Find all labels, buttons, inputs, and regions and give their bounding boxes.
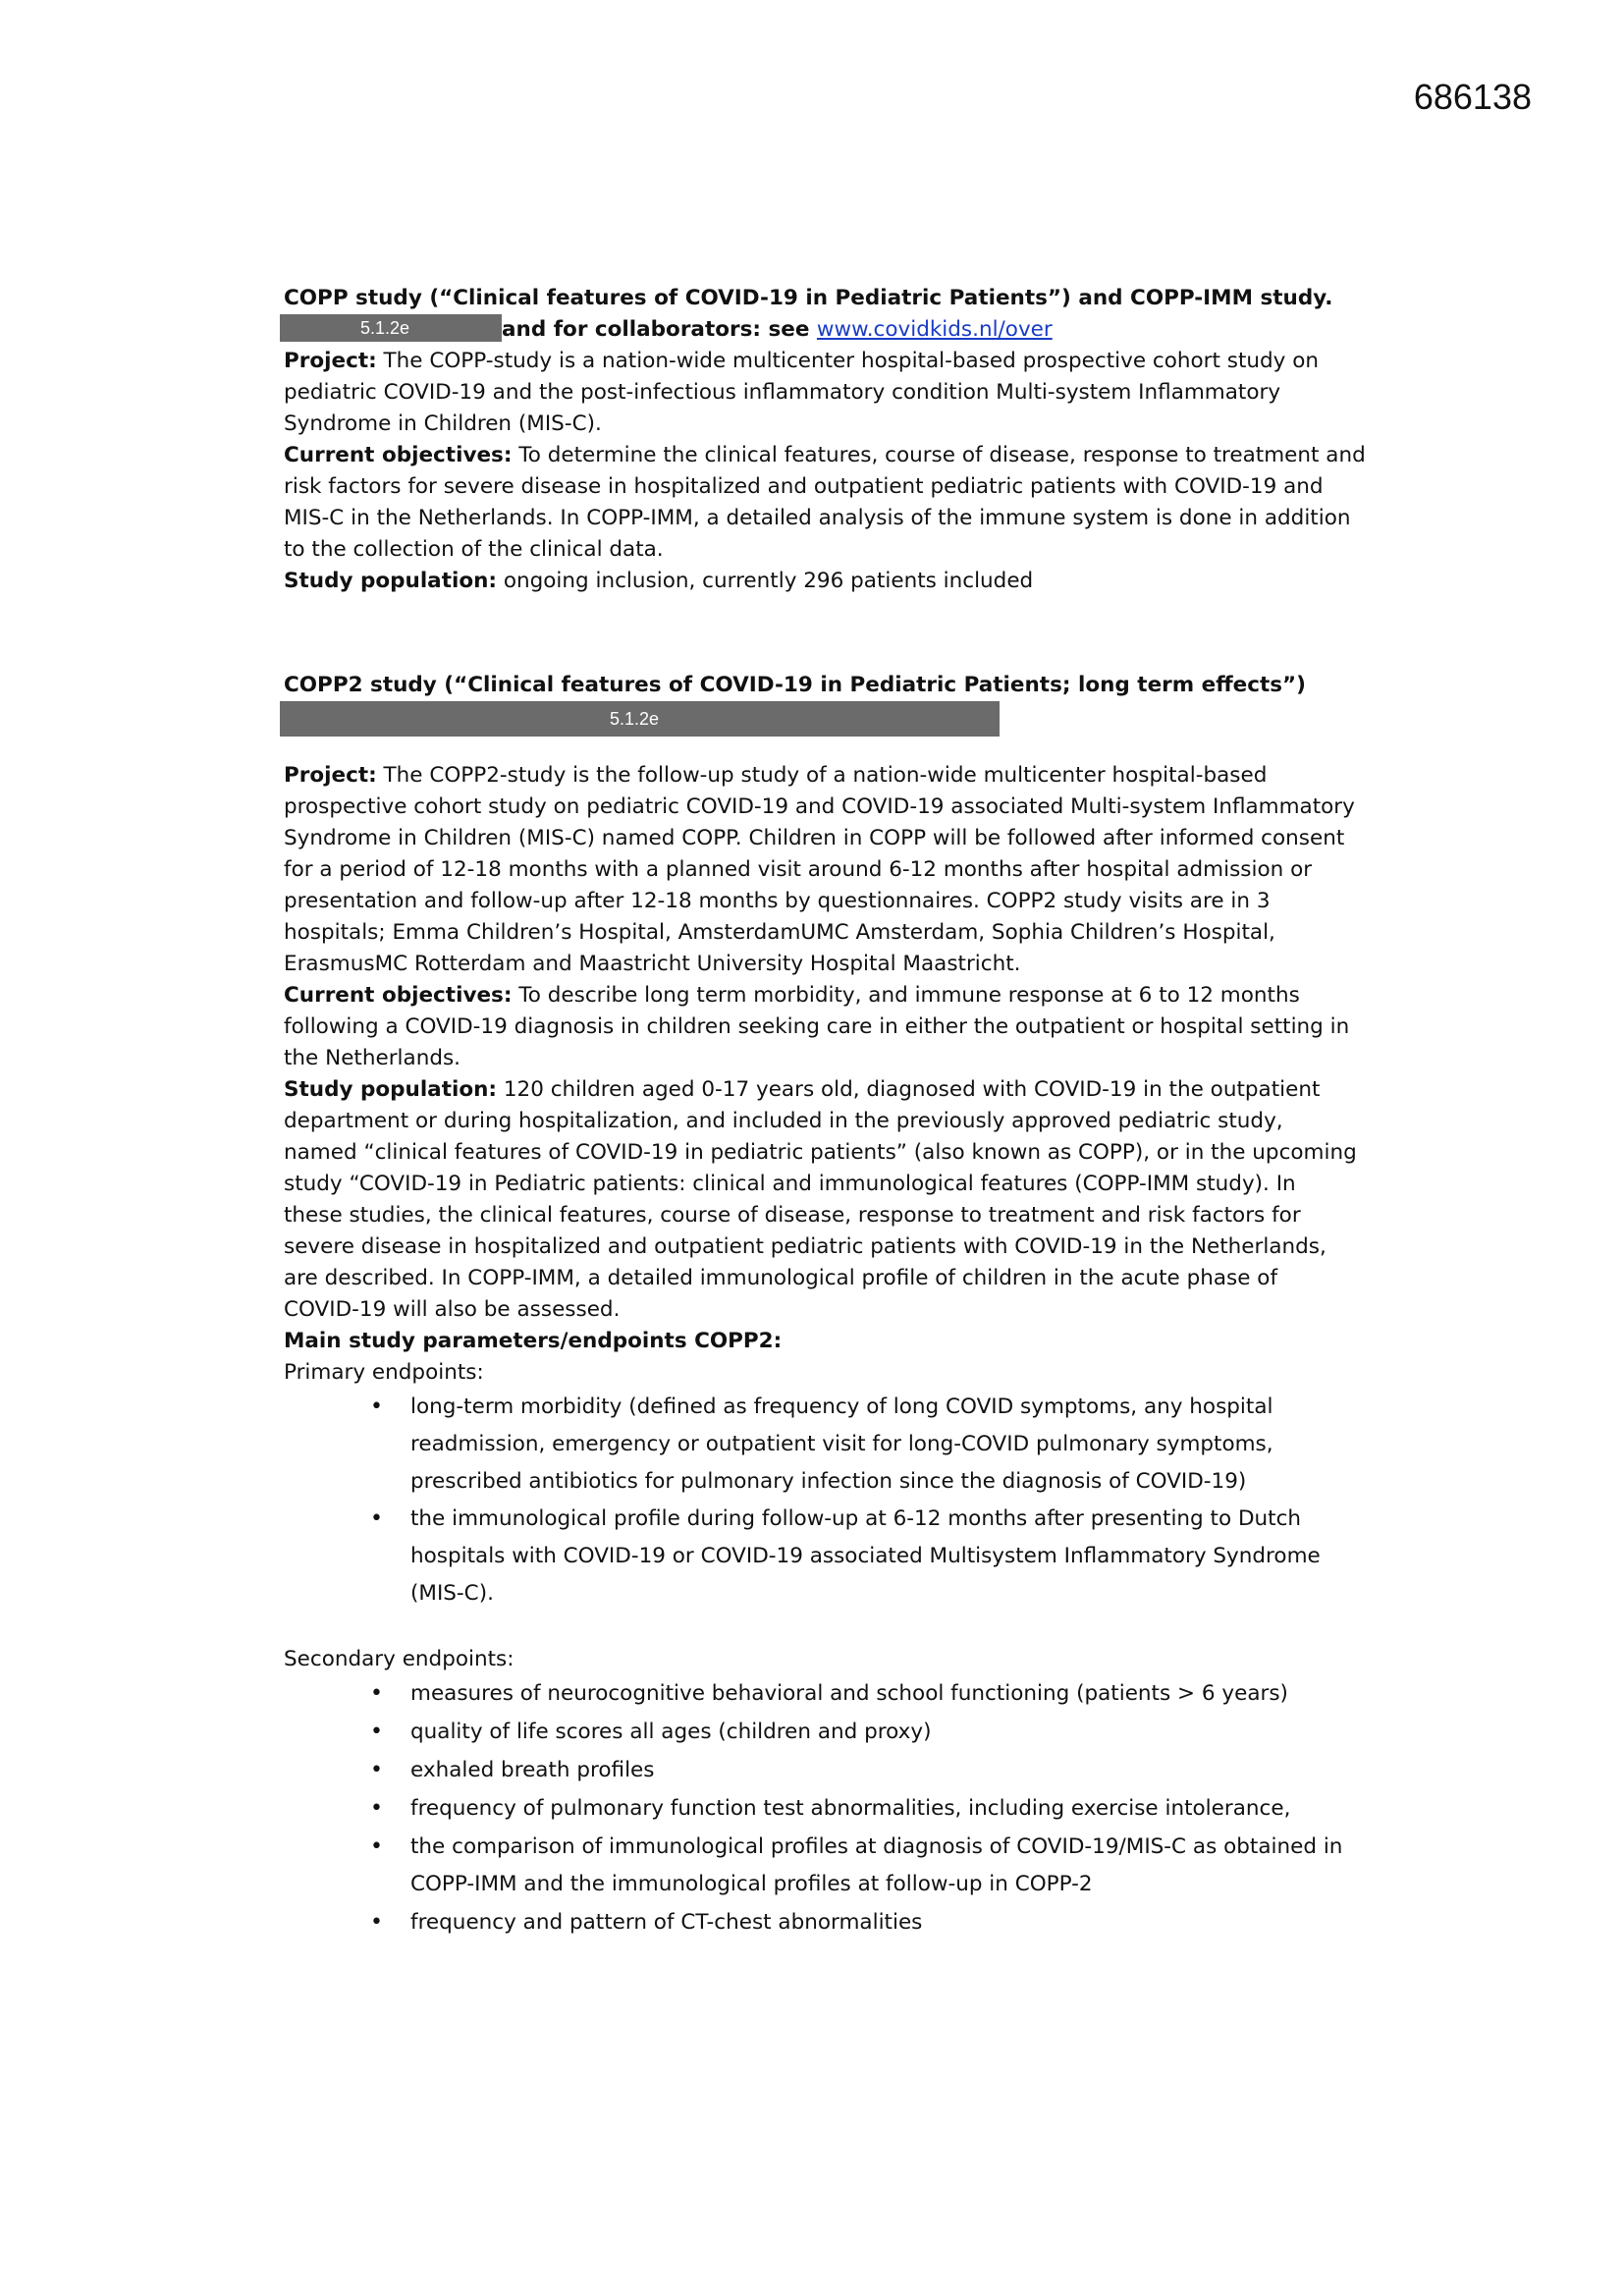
secondary-endpoints-list [284, 1675, 1364, 1941]
copp-project: Project: The COPP-study is a nation-wide multicenter hospital-based prospective cohort study on pediatric COVID-19 and the post-infectious inflammatory condition Multi-system Inflammatory Syndrome in Children (MIS-C). [284, 349, 1319, 436]
copp-population: Study population: ongoing inclusion, currently 296 patients included [284, 569, 1034, 593]
list-item: • the immunological profile during follow-up at 6-12 months after presenting to Dutch hospitals with COVID-19 or COVID-19 associated Multisystem Inflammatory Syndrome (MIS-C). [370, 1501, 1364, 1613]
redaction-box: 5.1.2e [280, 701, 1000, 737]
copp2-objectives: Current objectives: To describe long term morbidity, and immune response at 6 to 12 months following a COVID-19 diagnosis in children seeking care in either the outpatient or hospital setting in the Netherlands. [284, 983, 1350, 1070]
copp2-redaction-line [284, 701, 1364, 737]
list-item: • quality of life scores all ages (children and proxy) [370, 1714, 1364, 1751]
collab-text: and for collaborators: see [502, 317, 817, 342]
copp-collaborators-line [284, 314, 1364, 346]
copp2-title: COPP2 study (“Clinical features of COVID-19 in Pediatric Patients; long term effects”) [284, 673, 1306, 697]
document-body [284, 283, 1364, 1942]
copp-objectives: Current objectives: To determine the clinical features, course of disease, response to treatment and risk factors for severe disease in hospitalized and outpatient pediatric patients with COVID-19 and MIS-C in the Netherlands. In COPP-IMM, a detailed analysis of the immune system is done in addition to the collection of the clinical data. [284, 443, 1366, 562]
primary-endpoints-label: Primary endpoints: [284, 1360, 484, 1385]
document-number: 686138 [1413, 77, 1532, 117]
list-item: • long-term morbidity (defined as frequency of long COVID symptoms, any hospital readmission, emergency or outpatient visit for long-COVID pulmonary symptoms, prescribed antibiotics for pulmonary infection since the diagnosis of COVID-19) [370, 1389, 1364, 1501]
list-item: • the comparison of immunological profiles at diagnosis of COVID-19/MIS-C as obtained in COPP-IMM and the immunological profiles at follow-up in COPP-2 [370, 1829, 1364, 1903]
list-item: • frequency and pattern of CT-chest abnormalities [370, 1904, 1364, 1941]
copp2-population: Study population: 120 children aged 0-17 years old, diagnosed with COVID-19 in the outpatient department or during hospitalization, and included in the previously approved pediatric study, named “clinical features of COVID-19 in pediatric patients” (also known as COPP), or in the upcoming study “COVID-19 in Pediatric patients: clinical and immunological features (COPP-IMM study). In these studies, the clinical features, course of disease, response to treatment and risk factors for severe disease in hospitalized and outpatient pediatric patients with COVID-19 in the Netherlands, are described. In COPP-IMM, a detailed immunological profile of children in the acute phase of COVID-19 will also be assessed. [284, 1077, 1357, 1322]
covidkids-link[interactable]: www.covidkids.nl/over [816, 317, 1053, 342]
secondary-endpoints-label: Secondary endpoints: [284, 1647, 514, 1671]
list-item: • measures of neurocognitive behavioral and school functioning (patients > 6 years) [370, 1675, 1364, 1713]
copp-title: COPP study (“Clinical features of COVID-19 in Pediatric Patients”) and COPP-IMM study. [284, 286, 1333, 310]
copp2-params-heading: Main study parameters/endpoints COPP2: [284, 1329, 783, 1353]
list-item: • exhaled breath profiles [370, 1752, 1364, 1789]
copp2-project: Project: The COPP2-study is the follow-up study of a nation-wide multicenter hospital-based prospective cohort study on pediatric COVID-19 and COVID-19 associated Multi-system Inflammatory Syndrome in Children (MIS-C) named COPP. Children in COPP will be followed after informed consent for a period of 12-18 months with a planned visit around 6-12 months after hospital admission or presentation and follow-up after 12-18 months by questionnaires. COPP2 study visits are in 3 hospitals; Emma Children’s Hospital, AmsterdamUMC Amsterdam, Sophia Children’s Hospital, ErasmusMC Rotterdam and Maastricht University Hospital Maastricht. [284, 763, 1355, 976]
primary-endpoints-list [284, 1389, 1364, 1613]
list-item: • frequency of pulmonary function test abnormalities, including exercise intolerance, [370, 1790, 1364, 1828]
redaction-box: 5.1.2e [280, 314, 502, 342]
